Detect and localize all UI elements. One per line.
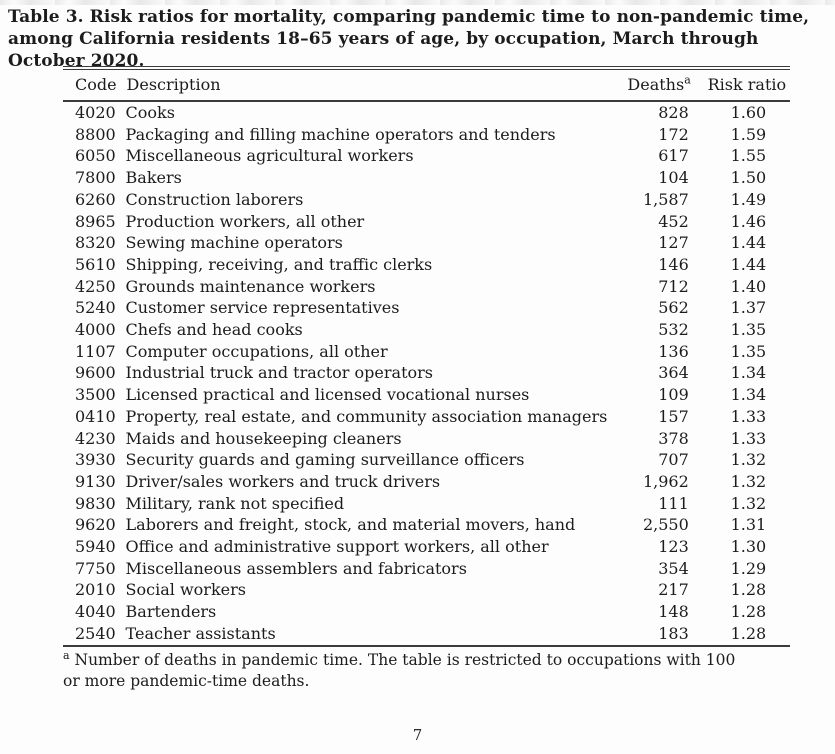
table-row — [63, 124, 790, 146]
risk-ratio-cell: 1.28 — [730, 623, 767, 643]
code-cell: 4040 — [75, 602, 116, 622]
description-cell: Licensed practical and licensed vocational nurses — [125, 385, 530, 405]
code-cell: 5940 — [75, 537, 116, 557]
risk-ratio-table — [63, 66, 790, 647]
table-row — [63, 623, 790, 646]
description-cell: Production workers, all other — [125, 211, 365, 231]
table-row — [63, 493, 790, 515]
deaths-cell: 104 — [658, 168, 689, 188]
description-cell: Security guards and gaming surveillance officers — [125, 450, 525, 470]
description-cell: Construction laborers — [125, 189, 304, 209]
description-cell: Customer service representatives — [125, 298, 400, 318]
code-cell: 9830 — [75, 493, 116, 513]
code-cell: 8320 — [75, 233, 116, 253]
code-cell: 8965 — [75, 211, 116, 231]
risk-ratio-cell: 1.35 — [730, 341, 767, 361]
risk-ratio-cell: 1.33 — [730, 428, 767, 448]
deaths-cell: 127 — [658, 233, 689, 253]
code-cell: 1107 — [75, 341, 116, 361]
code-cell: 3930 — [75, 450, 116, 470]
code-cell: 7750 — [75, 558, 116, 578]
risk-ratio-cell: 1.34 — [730, 385, 767, 405]
deaths-cell: 354 — [658, 558, 689, 578]
mortality-risk-table — [63, 66, 790, 647]
description-cell: Driver/sales workers and truck drivers — [125, 471, 441, 491]
header-row — [63, 68, 790, 101]
deaths-cell: 136 — [658, 341, 689, 361]
risk-ratio-cell: 1.29 — [730, 558, 767, 578]
table-row — [63, 558, 790, 580]
description-cell: Office and administrative support workers, all other — [125, 537, 549, 557]
risk-ratio-cell: 1.35 — [730, 320, 767, 340]
description-cell: Cooks — [125, 103, 175, 122]
deaths-cell: 109 — [658, 385, 689, 405]
risk-ratio-cell: 1.44 — [730, 254, 767, 274]
table-row — [63, 232, 790, 254]
description-cell: Shipping, receiving, and traffic clerks — [125, 254, 433, 274]
risk-ratio-cell: 1.50 — [730, 168, 767, 188]
code-cell: 9600 — [75, 363, 116, 383]
table-caption: Table 3. Risk ratios for mortality, comparing pandemic time to non-pandemic time, among California residents 18–65 years of age, by occupation, March through October 2020. — [8, 7, 810, 71]
table-row — [63, 341, 790, 363]
table-row — [63, 514, 790, 536]
footnote-marker: a — [63, 648, 70, 662]
deaths-cell: 183 — [658, 623, 689, 643]
column-header-code: Code — [63, 68, 126, 101]
risk-ratio-cell: 1.32 — [730, 493, 767, 513]
deaths-cell: 532 — [658, 320, 689, 340]
risk-ratio-cell: 1.28 — [730, 580, 767, 600]
code-cell: 3500 — [75, 385, 116, 405]
code-cell: 0410 — [75, 406, 116, 426]
table-body — [63, 101, 790, 646]
risk-ratio-cell: 1.40 — [730, 276, 767, 296]
table-row — [63, 579, 790, 601]
table-row — [63, 449, 790, 471]
risk-ratio-cell: 1.30 — [730, 537, 767, 557]
code-cell: 7800 — [75, 168, 116, 188]
table-row — [63, 384, 790, 406]
description-cell: Social workers — [125, 580, 246, 600]
deaths-cell: 452 — [658, 211, 689, 231]
deaths-cell: 617 — [658, 146, 689, 166]
code-cell: 4020 — [75, 103, 116, 122]
description-cell: Teacher assistants — [125, 623, 276, 643]
description-cell: Sewing machine operators — [125, 233, 343, 253]
deaths-cell: 148 — [658, 602, 689, 622]
table-row — [63, 406, 790, 428]
code-cell: 8800 — [75, 124, 116, 144]
code-cell: 5610 — [75, 254, 116, 274]
deaths-cell: 712 — [658, 276, 689, 296]
deaths-cell: 1,962 — [642, 471, 689, 491]
risk-ratio-cell: 1.55 — [730, 146, 767, 166]
code-cell: 9620 — [75, 515, 116, 535]
table-row — [63, 601, 790, 623]
risk-ratio-cell: 1.31 — [730, 515, 767, 535]
risk-ratio-cell: 1.32 — [730, 450, 767, 470]
deaths-cell: 562 — [658, 298, 689, 318]
deaths-header-label: Deaths — [627, 75, 685, 94]
code-cell: 9130 — [75, 471, 116, 491]
code-cell: 2010 — [75, 580, 116, 600]
code-cell: 6050 — [75, 146, 116, 166]
table-row — [63, 167, 790, 189]
deaths-cell: 378 — [658, 428, 689, 448]
table-header — [63, 68, 790, 101]
description-cell: Computer occupations, all other — [125, 341, 388, 361]
code-cell: 4230 — [75, 428, 116, 448]
table-row — [63, 428, 790, 450]
risk-ratio-cell: 1.33 — [730, 406, 767, 426]
code-cell: 6260 — [75, 189, 116, 209]
table-row — [63, 145, 790, 167]
footnote-line1: Number of deaths in pandemic time. The table is restricted to occupations with 100 — [74, 651, 736, 669]
description-cell: Laborers and freight, stock, and material movers, hand — [125, 515, 576, 535]
risk-ratio-cell: 1.59 — [730, 124, 767, 144]
deaths-cell: 217 — [658, 580, 689, 600]
deaths-cell: 172 — [658, 124, 689, 144]
table-row — [63, 471, 790, 493]
table-row — [63, 189, 790, 211]
description-cell: Packaging and filling machine operators and tenders — [125, 124, 556, 144]
deaths-cell: 828 — [658, 103, 689, 122]
column-header-deaths — [607, 68, 696, 101]
description-cell: Bartenders — [125, 602, 217, 622]
risk-ratio-cell: 1.37 — [730, 298, 767, 318]
deaths-cell: 123 — [658, 537, 689, 557]
code-cell: 5240 — [75, 298, 116, 318]
risk-ratio-cell: 1.60 — [730, 103, 767, 122]
table-row — [63, 211, 790, 233]
table-row — [63, 254, 790, 276]
description-cell: Maids and housekeeping cleaners — [125, 428, 402, 448]
page-number: 7 — [412, 726, 423, 744]
description-cell: Miscellaneous assemblers and fabricators — [125, 558, 467, 578]
description-cell: Miscellaneous agricultural workers — [125, 146, 414, 166]
deaths-cell: 364 — [658, 363, 689, 383]
description-cell: Chefs and head cooks — [125, 320, 303, 340]
description-cell: Property, real estate, and community association managers — [125, 406, 608, 426]
risk-ratio-cell: 1.28 — [730, 602, 767, 622]
table-row — [63, 276, 790, 298]
column-header-risk-ratio: Risk ratio — [697, 68, 790, 101]
deaths-footnote-marker: a — [684, 73, 691, 87]
deaths-cell: 157 — [658, 406, 689, 426]
code-cell: 2540 — [75, 623, 116, 643]
table-row — [63, 362, 790, 384]
table-row — [63, 101, 790, 124]
risk-ratio-cell: 1.32 — [730, 471, 767, 491]
deaths-cell: 1,587 — [642, 189, 689, 209]
description-cell: Grounds maintenance workers — [125, 276, 376, 296]
risk-ratio-cell: 1.46 — [730, 211, 767, 231]
scan-noise-strip — [0, 0, 835, 5]
deaths-cell: 707 — [658, 450, 689, 470]
table-row — [63, 536, 790, 558]
risk-ratio-cell: 1.49 — [730, 189, 767, 209]
deaths-cell: 146 — [658, 254, 689, 274]
risk-ratio-cell: 1.44 — [730, 233, 767, 253]
deaths-cell: 111 — [658, 493, 689, 513]
risk-ratio-cell: 1.34 — [730, 363, 767, 383]
column-header-description: Description — [126, 68, 608, 101]
table-footnote — [63, 650, 775, 691]
table-row — [63, 319, 790, 341]
table-row — [63, 297, 790, 319]
description-cell: Military, rank not specified — [125, 493, 345, 513]
deaths-cell: 2,550 — [642, 515, 689, 535]
code-cell: 4250 — [75, 276, 116, 296]
description-cell: Bakers — [125, 168, 182, 188]
code-cell: 4000 — [75, 320, 116, 340]
footnote-line2: or more pandemic-time deaths. — [63, 671, 310, 690]
description-cell: Industrial truck and tractor operators — [125, 363, 433, 383]
